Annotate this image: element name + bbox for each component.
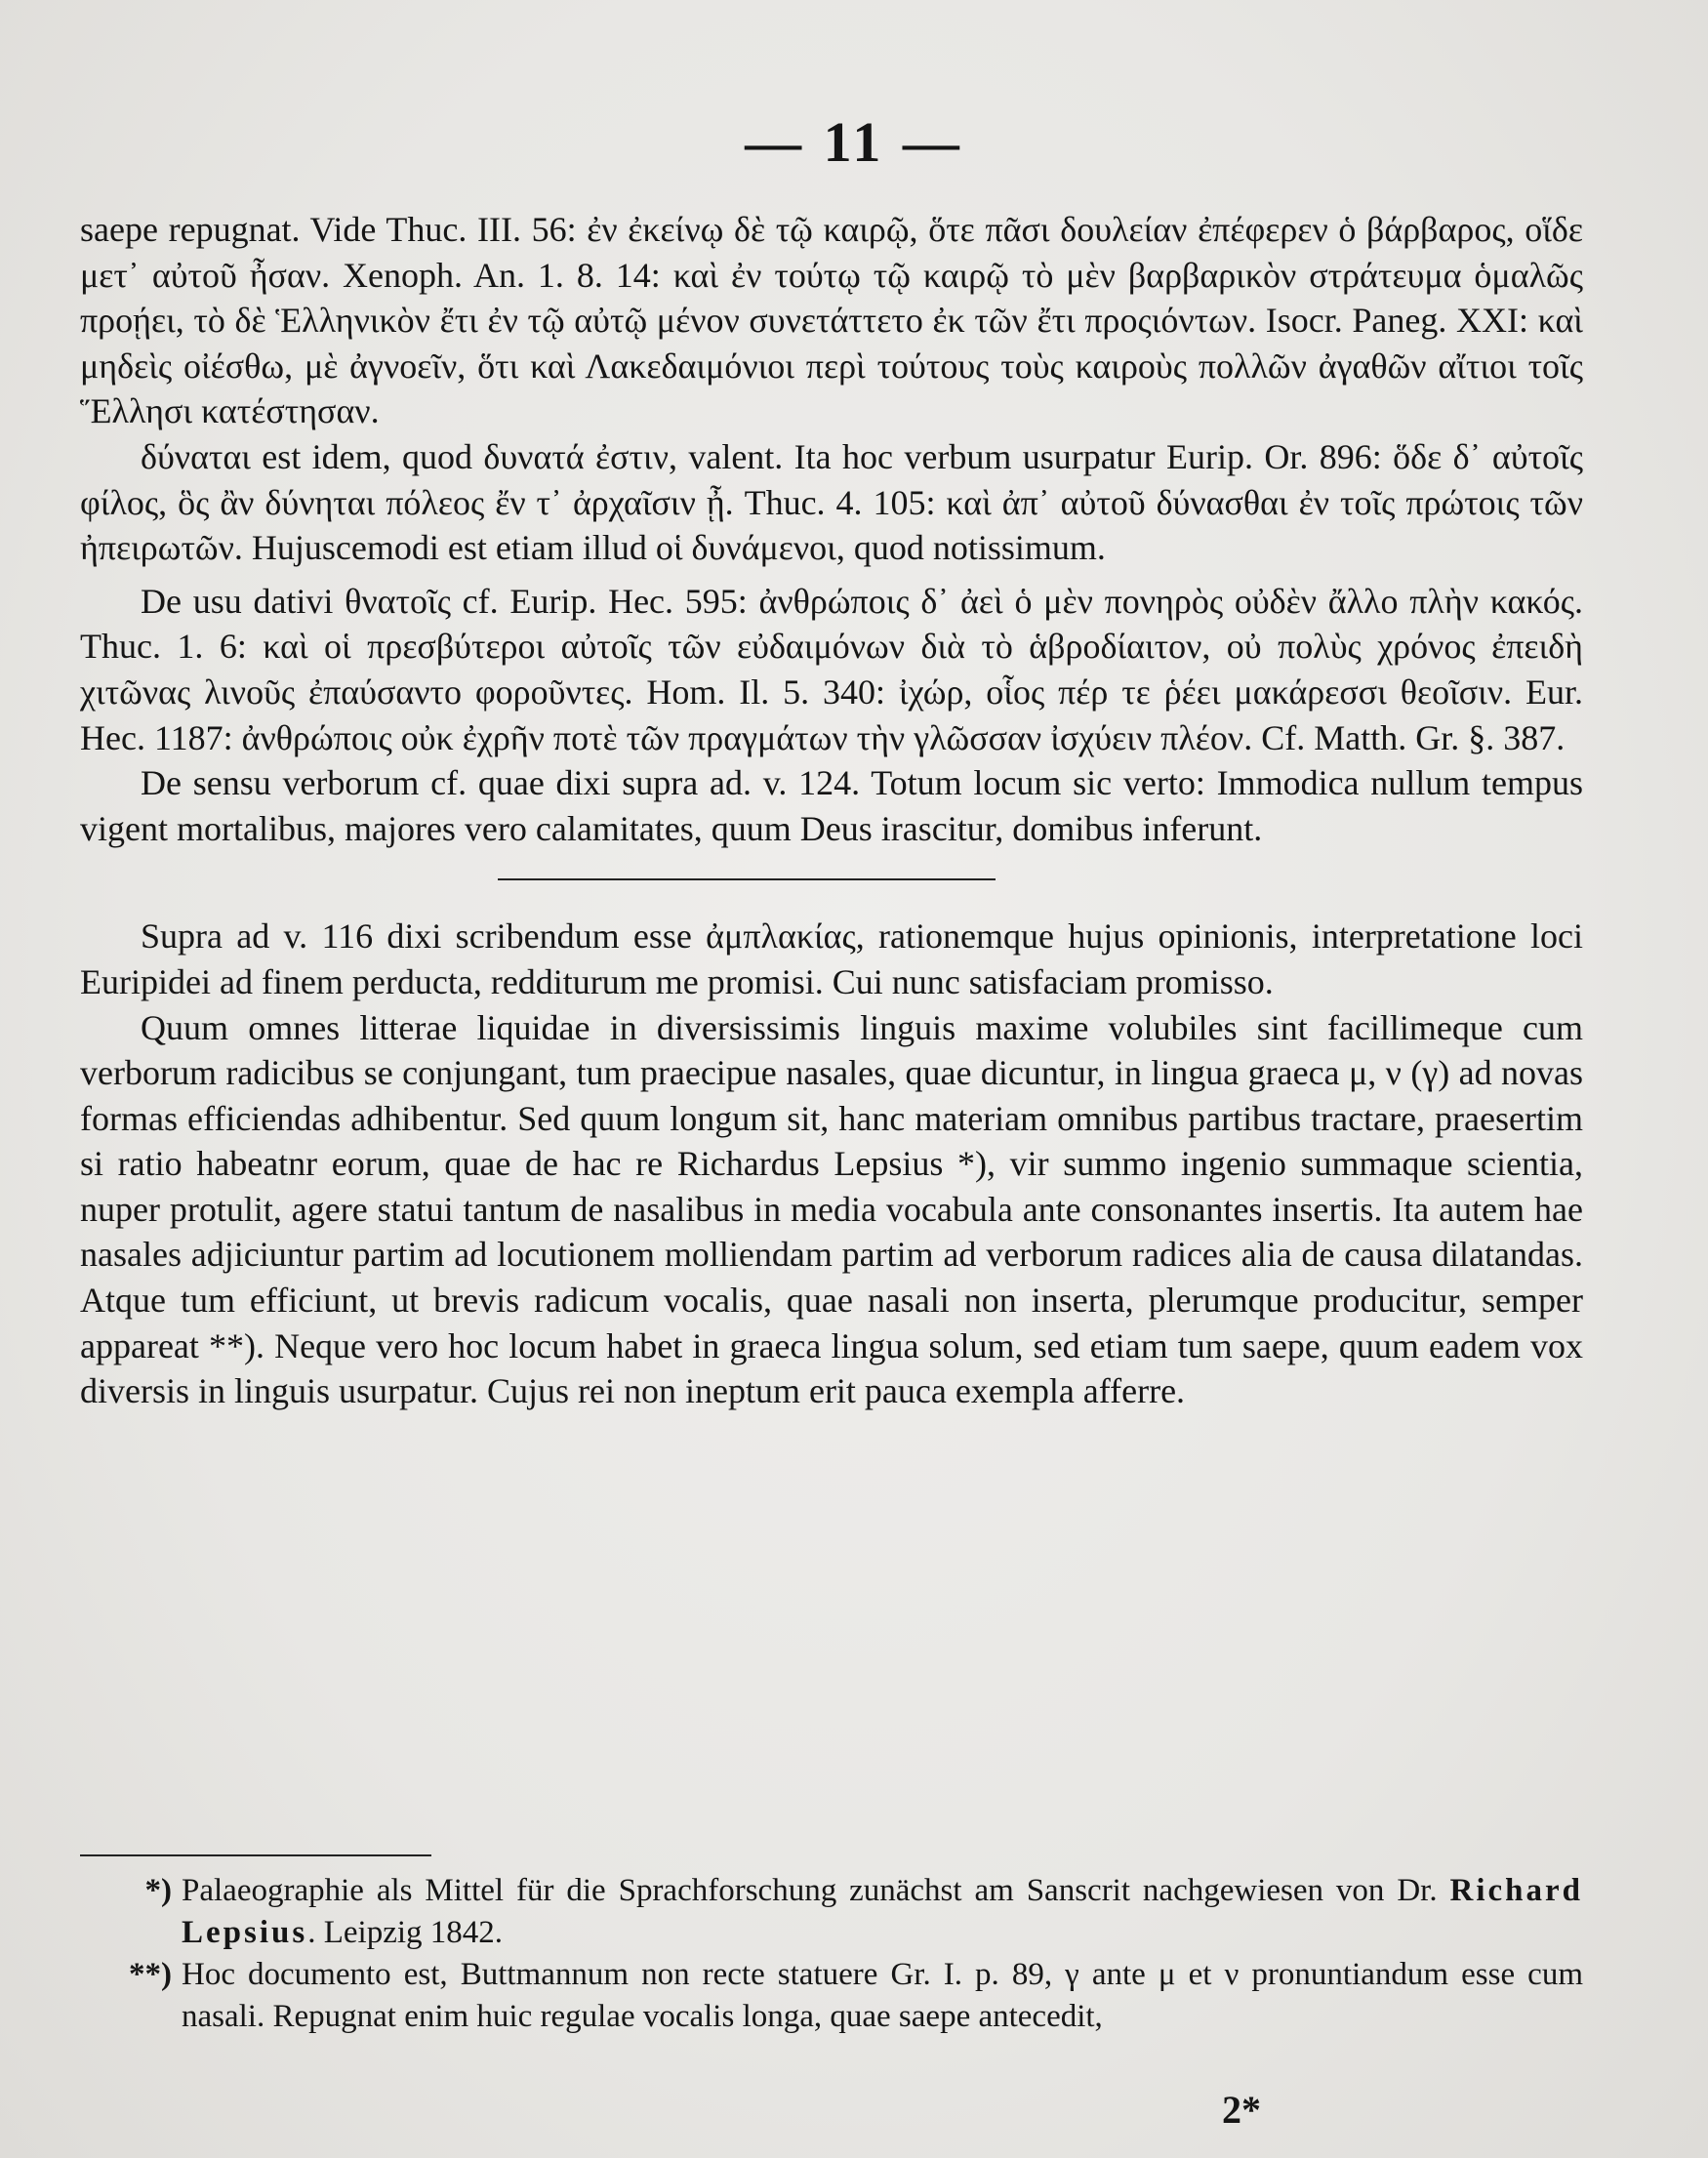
- author-name: Richard Lepsius: [182, 1873, 1583, 1950]
- section-divider: [498, 878, 996, 880]
- footnote-1: [80, 1870, 1583, 1954]
- footnote-text: Hoc documento est, Buttmannum non recte statuere Gr. I. p. 89, γ ante μ et ν pronuntiandum esse cum nasali. Repugnat enim huic regulae vocalis longa, quae saepe antecedit,: [182, 1957, 1583, 2034]
- footnote-divider: [80, 1854, 431, 1856]
- page-number: — 11 —: [745, 110, 963, 174]
- signature-mark: 2*: [1222, 2088, 1261, 2132]
- main-text: [80, 207, 1583, 1414]
- paragraph-3: De usu dativi θνατοῖς cf. Eurip. Hec. 595: ἀνθρώποις δ᾽ ἀεὶ ὁ μὲν πονηρὸς οὐδὲν ἄλλο πλὴν κακός. Thuc. 1. 6: καὶ οἱ πρεσβύτεροι αὐτοῖς τῶν εὐδαιμόνων διὰ τὸ ἁβροδίαιτον, οὐ πολὺς χρόνος ἐπειδὴ χιτῶνας λινοῦς ἐπαύσαντο φοροῦντες. Hom. Il. 5. 340: ἰχώρ, οἷος πέρ τε ῥέει μακάρεσσι θεοῖσιν. Eur. Hec. 1187: ἀνθρώποις οὐκ ἐχρῆν ποτὲ τῶν πραγμάτων τὴν γλῶσσαν ἰσχύειν πλέον. Cf. Matth. Gr. §. 387.: [80, 581, 1583, 757]
- footnote-2: [80, 1954, 1583, 2038]
- paragraph-4: De sensu verborum cf. quae dixi supra ad. v. 124. Totum locum sic verto: Immodica nullum tempus vigent mortalibus, majores vero calamitates, quum Deus irascitur, domibus inferunt.: [80, 763, 1583, 848]
- footnotes: [80, 1870, 1583, 2038]
- footnote-mark: **): [129, 1957, 172, 1992]
- paragraph-1: saepe repugnat. Vide Thuc. III. 56: ἐν ἐκείνῳ δὲ τῷ καιρῷ, ὅτε πᾶσι δουλείαν ἐπέφερεν ὁ βάρβαρος, οἵδε μετ᾽ αὐτοῦ ἦσαν. Xenoph. An. 1. 8. 14: καὶ ἐν τούτῳ τῷ καιρῷ τὸ μὲν βαρβαρικὸν στράτευμα ὁμαλῶς προῄει, τὸ δὲ Ἑλληνικὸν ἔτι ἐν τῷ αὐτῷ μένον συνετάττετο ἐκ τῶν ἔτι προςιόντων. Isocr. Paneg. XXI: καὶ μηδεὶς οἰέσθω, μὲ ἀγνοεῖν, ὅτι καὶ Λακεδαιμόνιοι περὶ τούτους τοὺς καιροὺς πολλῶν ἀγαθῶν αἴτιοι τοῖς Ἕλλησι κατέστησαν.: [80, 210, 1583, 431]
- footnote-text: Palaeographie als Mittel für die Sprachforschung zunächst am Sanscrit nachgewiesen von Dr. Richard Lepsius. Leipzig 1842.: [182, 1873, 1583, 1950]
- paragraph-2: δύναται est idem, quod δυνατά ἐστιν, valent. Ita hoc verbum usurpatur Eurip. Or. 896: ὅδε δ᾽ αὐτοῖς φίλος, ὃς ἂν δύνηται πόλεος ἔν τ᾽ ἀρχαῖσιν ᾖ. Thuc. 4. 105: καὶ ἀπ᾽ αὐτοῦ δύνασθαι ἐν τοῖς πρώτοις τῶν ἠπειρωτῶν. Hujuscemodi est etiam illud οἱ δυνάμενοι, quod notissimum.: [80, 436, 1583, 568]
- paragraph-5: Supra ad v. 116 dixi scribendum esse ἀμπλακίας, rationemque hujus opinionis, interpretatione loci Euripidei ad finem perducta, redditurum me promisi. Cui nunc satisfaciam promisso.: [80, 916, 1583, 1001]
- paragraph-6: Quum omnes litterae liquidae in diversissimis linguis maxime volubiles sint facillimeque cum verborum radicibus se conjungant, tum praecipue nasales, quae dicuntur, in lingua graeca μ, ν (γ) ad novas formas efficiendas adhibentur. Sed quum longum sit, hanc materiam omnibus partibus tractare, praesertim si ratio habeatnr eorum, quae de hac re Richardus Lepsius *), vir summo ingenio summaque scientia, nuper protulit, agere statui tantum de nasalibus in media vocabula ante consonantes insertis. Ita autem hae nasales adjiciuntur partim ad locutionem molliendam partim ad verborum radices alia de causa dilatandas. Atque tum efficiunt, ut brevis radicum vocalis, quae nasali non inserta, plerumque producitur, semper appareat **). Neque vero hoc locum habet in graeca lingua solum, sed etiam tum saepe, quum eadem vox diversis in linguis usurpatur. Cujus rei non ineptum erit pauca exempla afferre.: [80, 1007, 1583, 1411]
- footnote-mark: *): [144, 1873, 172, 1908]
